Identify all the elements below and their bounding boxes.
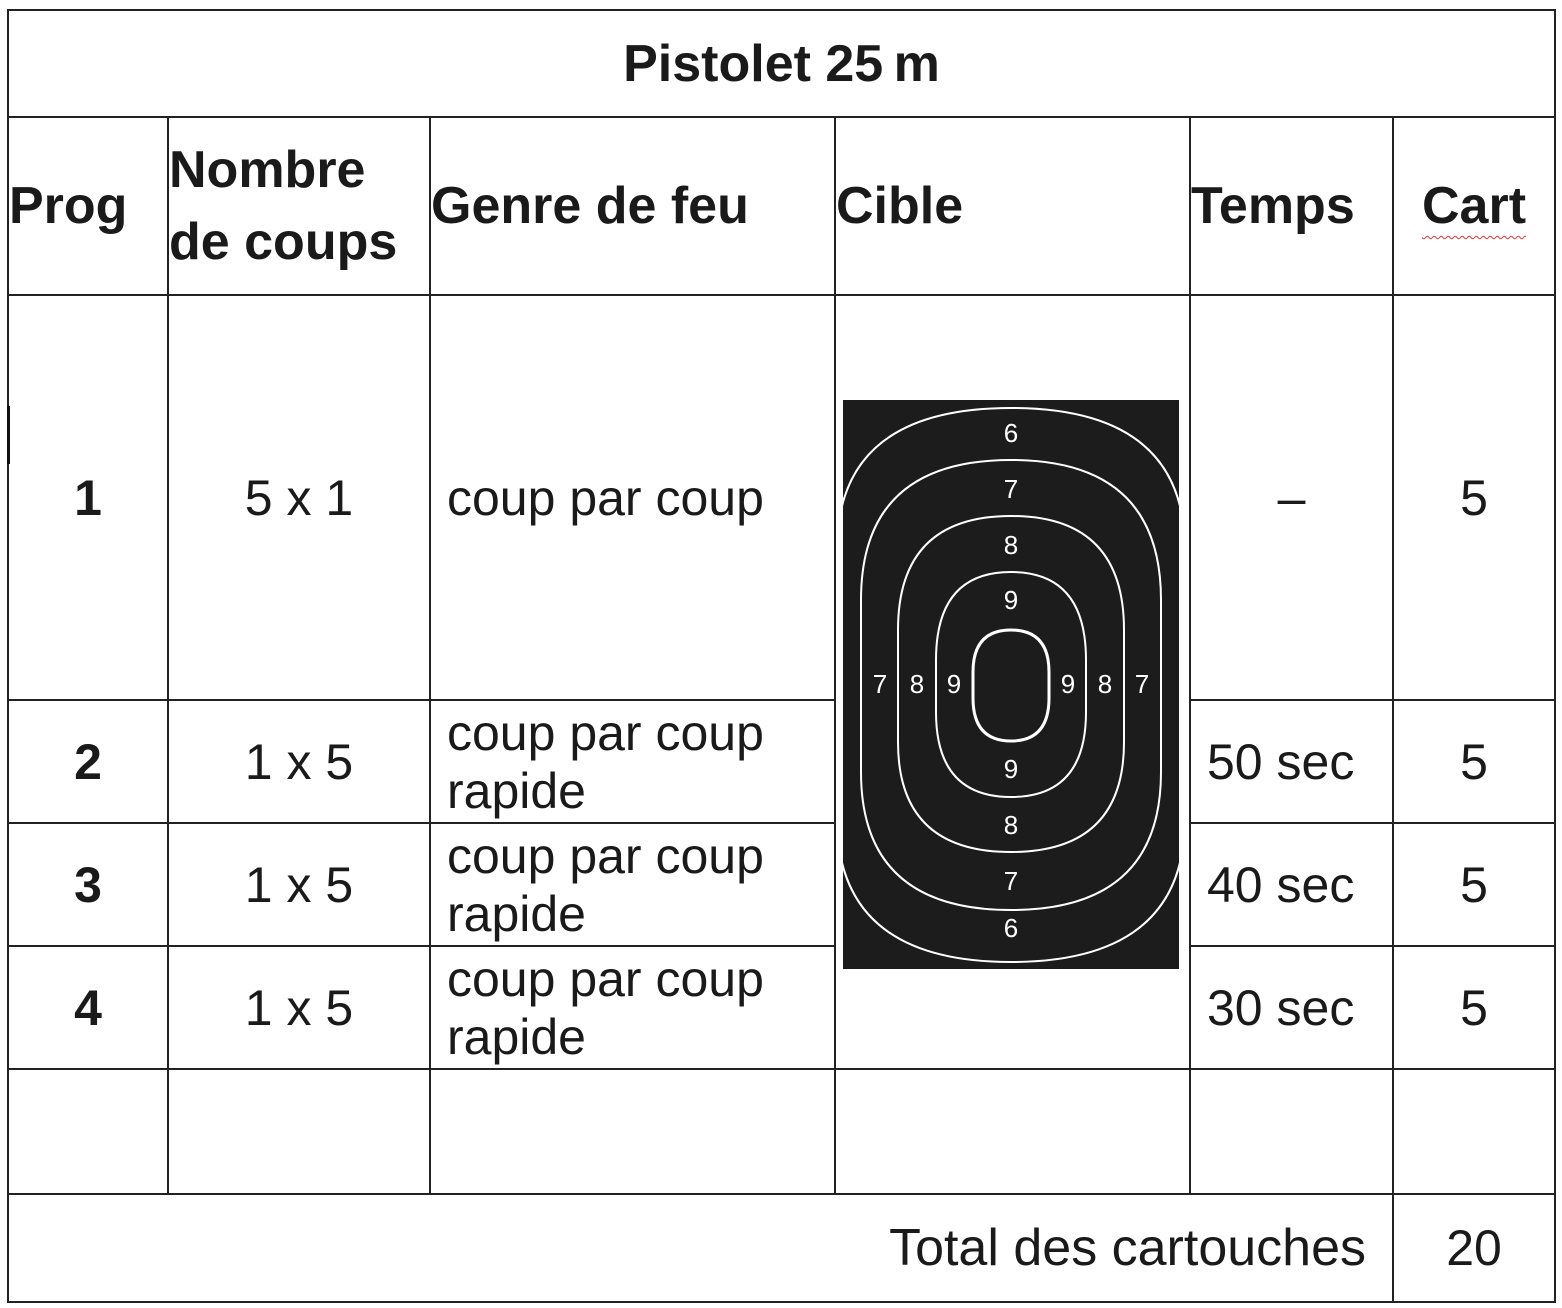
ring-label: 8 [1003,530,1019,560]
ring-label: 9 [1003,585,1019,615]
header-genre-de-feu: Genre de feu [430,117,835,295]
ring-label: 7 [1003,866,1019,896]
genre-line1: coup par coup [447,950,764,1007]
table-title: Pistolet 25 m [8,10,1555,117]
genre-line1: coup par coup [447,704,764,761]
ring-label: 9 [1003,754,1019,784]
coups-cell: 5 x 1 [168,295,430,700]
empty-cell [8,1069,168,1194]
genre-line2: rapide [447,762,586,819]
cart-cell: 5 [1393,946,1555,1069]
empty-cell [430,1069,835,1194]
table-row [8,946,1555,1069]
cart-cell: 5 [1393,295,1555,700]
genre-cell [430,700,835,823]
ring-label: 7 [872,669,888,699]
empty-cell [1393,1069,1555,1194]
genre-line2: rapide [447,885,586,942]
empty-cell [1190,1069,1393,1194]
coups-cell: 1 x 5 [168,700,430,823]
ring-label: 9 [946,669,962,699]
genre-line1: coup par coup [447,827,764,884]
total-value: 20 [1393,1194,1555,1302]
genre-cell [430,823,835,946]
ring-label: 8 [1097,669,1113,699]
prog-cell: 1 [8,295,168,700]
cart-cell: 5 [1393,700,1555,823]
temps-cell: 30 sec [1190,946,1393,1069]
empty-cell [168,1069,430,1194]
empty-row [8,1069,1555,1194]
table-row [8,823,1555,946]
shooting-program-table [7,9,1556,1303]
pistol-target-image [843,400,1179,969]
header-nombre-de-coups [168,117,430,295]
ring-label: 7 [1134,669,1150,699]
temps-cell: 40 sec [1190,823,1393,946]
ring-label: 9 [1060,669,1076,699]
header-prog: Prog [8,117,168,295]
table-row [8,700,1555,823]
table-row [8,295,1555,700]
genre-cell: coup par coup [430,295,835,700]
prog-cell: 4 [8,946,168,1069]
genre-line2: rapide [447,1008,586,1065]
header-cart [1393,117,1555,295]
temps-cell: – [1190,295,1393,700]
coups-cell: 1 x 5 [168,946,430,1069]
total-row [8,1194,1555,1302]
ring-label: 8 [909,669,925,699]
cart-cell: 5 [1393,823,1555,946]
temps-cell: 50 sec [1190,700,1393,823]
empty-cell [835,1069,1190,1194]
ring-label: 6 [1003,418,1019,448]
ring-label: 6 [1003,913,1019,943]
header-nombre-line2: de coups [169,213,398,271]
header-cart-label: Cart [1421,177,1527,235]
header-temps: Temps [1190,117,1393,295]
header-cible: Cible [835,117,1190,295]
ring-label: 7 [1003,474,1019,504]
genre-cell [430,946,835,1069]
total-label: Total des cartouches [8,1194,1393,1302]
text-cursor [7,406,10,464]
header-nombre-line1: Nombre [169,141,366,199]
prog-cell: 3 [8,823,168,946]
prog-cell: 2 [8,700,168,823]
ring-label: 8 [1003,810,1019,840]
header-row [8,117,1555,295]
coups-cell: 1 x 5 [168,823,430,946]
